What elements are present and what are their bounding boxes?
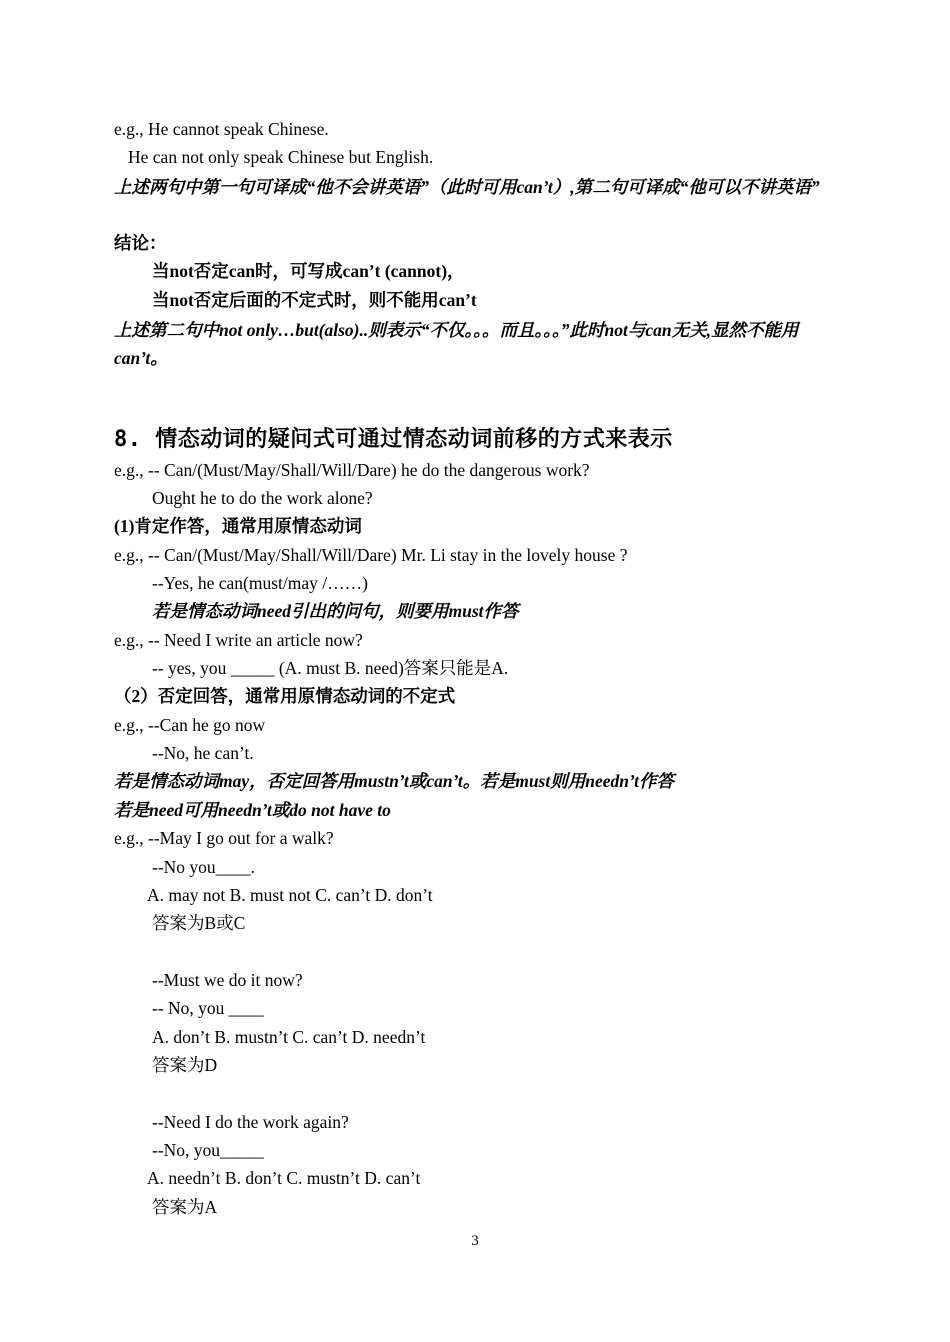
options-line: A. may not B. must not C. can’t D. don’t <box>147 885 433 905</box>
answer-line: 答案为A <box>152 1197 218 1217</box>
text-line: e.g., --May I go out for a walk? <box>114 828 334 848</box>
text-line: e.g., --Can he go now <box>114 715 266 735</box>
subheading: （2）否定回答，通常用原情态动词的不定式 <box>114 686 456 706</box>
text-line: Ought he to do the work alone? <box>152 488 373 508</box>
options-line: A. needn’t B. don’t C. mustn’t D. can’t <box>147 1168 421 1188</box>
conclusion-label: 结论： <box>114 233 167 253</box>
italic-note: 若是情态动词need引出的问句，则要用must作答 <box>152 601 519 621</box>
text-line: --No, he can’t. <box>152 743 254 763</box>
italic-note: 若是情态动词may，否定回答用mustn’t或can’t。若是must则用needn’t作答 <box>114 771 675 791</box>
answer-line: 答案为D <box>152 1055 218 1075</box>
conclusion-point: 当not否定后面的不定式时，则不能用can’t <box>152 290 477 310</box>
conclusion-point: 当not否定can时，可写成can’t (cannot)， <box>152 261 465 281</box>
text-line: e.g., -- Can/(Must/May/Shall/Will/Dare) he do the dangerous work? <box>114 460 590 480</box>
text-line: --Yes, he can(must/may /……) <box>152 573 368 593</box>
options-line: A. don’t B. mustn’t C. can’t D. needn’t <box>152 1027 426 1047</box>
text-line: --No, you_____ <box>152 1140 264 1160</box>
answer-line: 答案为B或C <box>152 913 246 933</box>
subheading: (1)肯定作答，通常用原情态动词 <box>114 516 362 536</box>
text-line: --Need I do the work again? <box>152 1112 349 1132</box>
italic-note: 上述第二句中not only…but(also)..则表示“不仅。。。而且。。。”此时not与can无关,显然不能用can’t。 <box>114 320 799 368</box>
text-line: --No you____. <box>152 857 256 877</box>
text-line: e.g., -- Can/(Must/May/Shall/Will/Dare) Mr. Li stay in the lovely house ? <box>114 545 628 565</box>
section-heading: 8. 情态动词的疑问式可通过情态动词前移的方式来表示 <box>114 427 673 452</box>
text-line: e.g., He cannot speak Chinese. <box>114 119 329 139</box>
text-line: He can not only speak Chinese but English. <box>128 147 434 167</box>
italic-note: 上述两句中第一句可译成“他不会讲英语”（此时可用can’t）,第二句可译成“他可以不讲英语” <box>114 177 820 197</box>
page-number: 3 <box>471 1233 479 1249</box>
text-line: e.g., -- Need I write an article now? <box>114 630 363 650</box>
text-line: --Must we do it now? <box>152 970 303 990</box>
text-line: -- No, you ____ <box>152 998 264 1018</box>
italic-note: 若是need可用needn’t或do not have to <box>114 800 391 820</box>
text-line: -- yes, you _____ (A. must B. need)答案只能是A. <box>152 658 509 678</box>
